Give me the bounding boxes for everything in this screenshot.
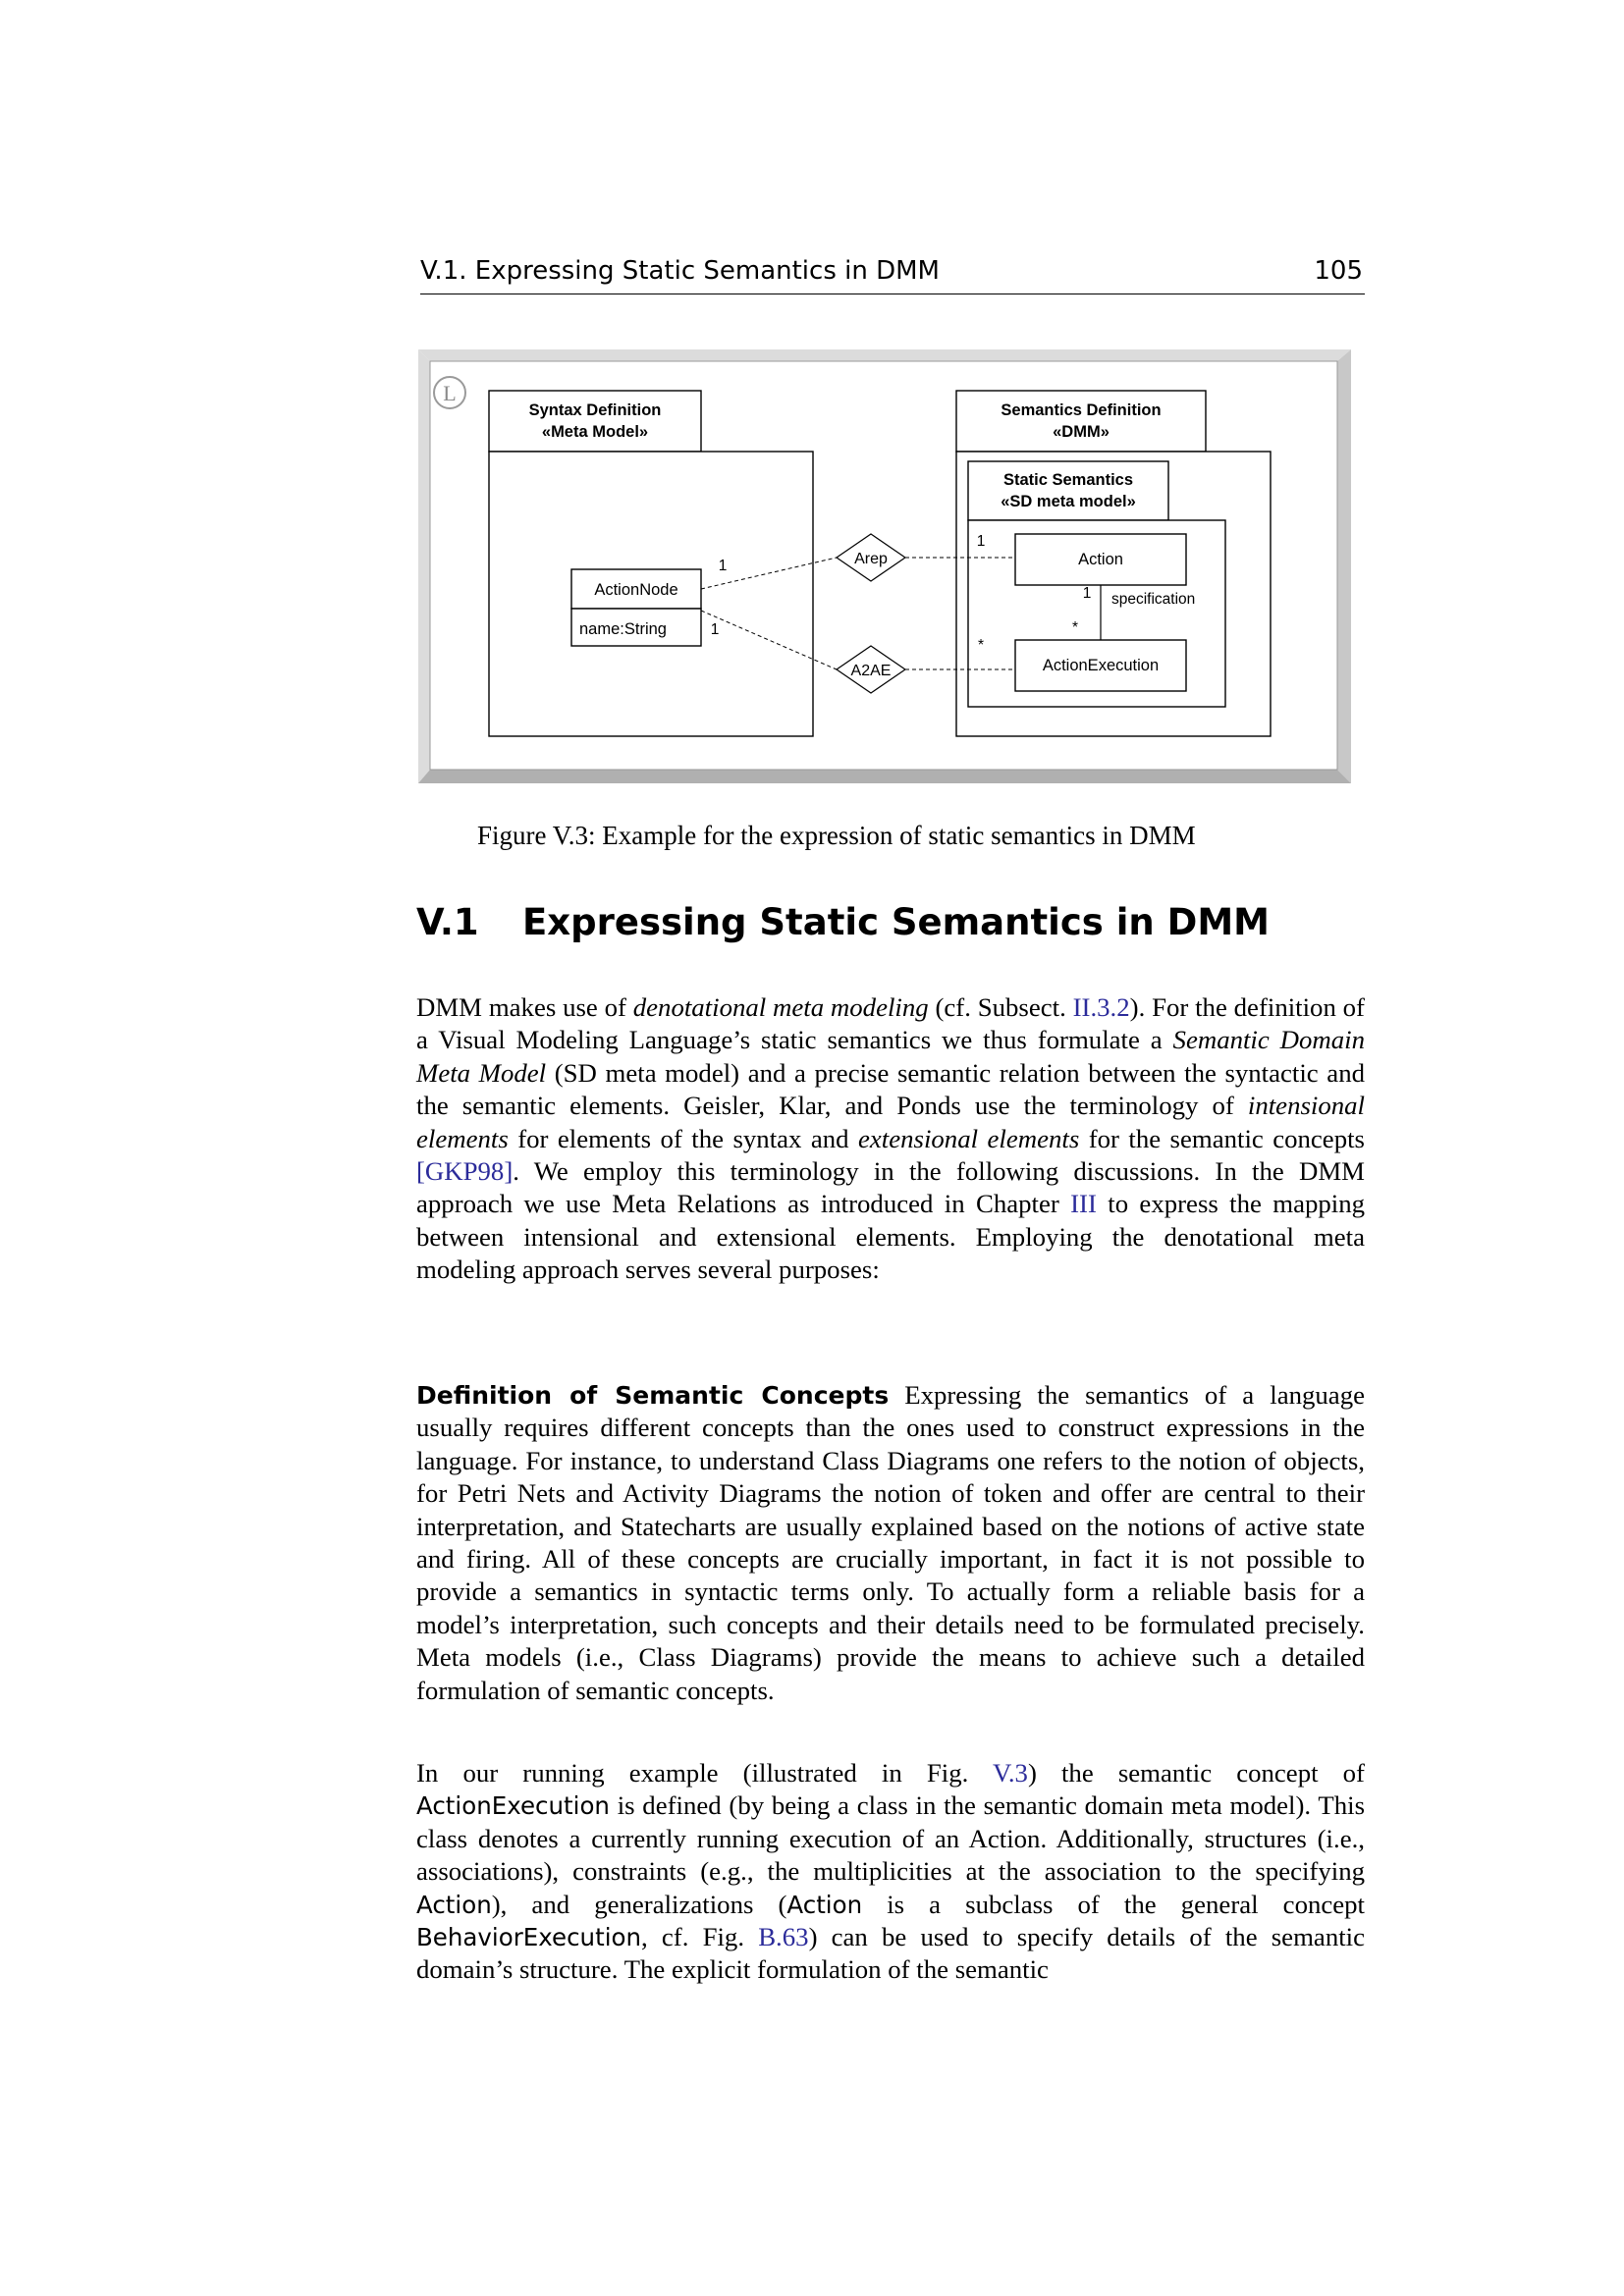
actionnode-class-name: ActionNode [594,581,678,599]
section-heading [416,901,1270,943]
text-run: DMM makes use of [416,992,633,1022]
page-number: 105 [1314,256,1363,286]
text-run: Expressing the semantics of a language usually requires different concepts than the ones used to construct expressions in the language. For instance, to understand Class Diagrams one refers to the notion of objects, for Petri Nets and Activity Diagrams the notion of token and offer are central to their interpretation, and Statecharts are usually explained based on the notions of active state and firing. All of these concepts are crucially important, in fact it is not possible to provide a semantics in syntactic terms only. To actually form a reliable basis for a model’s interpretation, such concepts and their details need to be formulated precisely. Meta models (i.e., Class Diagrams) provide the means to achieve such a detailed formulation of semantic concepts. [416,1380,1365,1705]
frame-left-bevel [418,349,430,783]
text-run: ) can be used to specify details of the semantic domain’s structure. The explicit formulation of the semantic [416,1922,1365,1985]
mult-a2ae-actionexecution: * [977,637,985,654]
static-package-stereotype: «SD meta model» [1001,493,1136,510]
actionexecution-class-name: ActionExecution [1042,657,1160,674]
section-title-text: Expressing Static Semantics in DMM [522,901,1270,943]
paragraph-running-example [416,1757,1365,1987]
text-run: , cf. Fig. [641,1922,759,1952]
text-run: . We employ this terminology in the following discussions. In the DMM approach we use Meta Relations as introduced in Chapter [416,1156,1365,1219]
emphasis: Semantic Domain Meta Model [416,1025,1366,1088]
emphasis: intensional elements [416,1091,1365,1153]
code-term: Action [786,1890,863,1919]
text-run: (cf. Subsect. [928,992,1073,1022]
mult-actionexecution-end: * [1071,619,1079,636]
syntax-package-name: Syntax Definition [528,401,662,419]
figure-diagram [418,349,1351,783]
a2ae-label: A2AE [850,663,892,679]
mult-actionnode-a2ae: 1 [710,621,720,638]
syntax-package-tab [489,391,701,452]
paragraph-semantic-concepts [416,1379,1365,1707]
running-header [420,254,1365,294]
figure-caption: Figure V.3: Example for the expression of static semantics in DMM [477,821,1196,850]
actionnode-class-attribute: name:String [579,620,667,638]
running-title: V.1. Expressing Static Semantics in DMM [420,256,940,286]
static-package-tab [968,461,1168,520]
run-in-heading: Definition of Semantic Concepts [416,1381,890,1410]
action-class-name: Action [1078,551,1123,568]
text-run: ). For the definition of a Visual Modeling Language’s static semantics we thus formulate a [416,992,1365,1055]
cross-reference-link[interactable]: V.3 [992,1758,1028,1788]
badge-letter: L [443,381,457,405]
text-run: In our running example (illustrated in Fig. [416,1758,993,1788]
frame-bottom-bevel [418,770,1351,783]
text-run: is a subclass of the general concept [862,1889,1365,1919]
mult-arep-action: 1 [976,533,986,550]
semantics-package-stereotype: «DMM» [1053,423,1110,441]
arep-label: Arep [854,551,888,567]
diagram-svg [418,349,1351,783]
syntax-package-stereotype: «Meta Model» [541,423,649,441]
text-run: for the semantic concepts [1079,1123,1365,1153]
frame-right-bevel [1337,349,1351,783]
cross-reference-link[interactable]: III [1070,1189,1097,1219]
semantics-package-tab [956,391,1206,452]
mult-action-end: 1 [1082,585,1092,602]
semantics-package-name: Semantics Definition [1001,401,1162,419]
text-run: for elements of the syntax and [508,1123,859,1153]
citation-link[interactable]: [GKP98] [416,1156,514,1187]
emphasis: denotational meta modeling [632,992,929,1022]
paragraph-intro [416,991,1365,1287]
text-run: ) the semantic concept of [1027,1758,1365,1788]
text-run: is defined (by being a class in the semantic domain meta model). This class denotes a currently running execution of an Action. Additionally, structures (i.e., associations), constraints (e.g., the multiplicities at the association to the specifying [416,1790,1365,1887]
frame-top-bevel [418,349,1351,361]
static-package-name: Static Semantics [1002,471,1134,489]
code-term: ActionExecution [416,1791,610,1821]
text-run: ), and generalizations ( [491,1889,787,1919]
text-run: (SD meta model) and a precise semantic relation between the syntactic and the semantic elements. Geisler, Klar, and Ponds use the terminology of [416,1057,1365,1121]
emphasis: extensional elements [858,1123,1080,1153]
section-number: V.1 [416,901,479,943]
cross-reference-link[interactable]: B.63 [758,1922,809,1952]
mult-actionnode-arep: 1 [718,558,728,574]
specification-role-label: specification [1111,591,1196,608]
code-term: Action [416,1890,492,1919]
cross-reference-link[interactable]: II.3.2 [1072,992,1130,1022]
code-term: BehaviorExecution [416,1923,642,1952]
text-run: to express the mapping between intensional and extensional elements. Employing the denotational meta modeling approach serves several purposes: [416,1189,1365,1285]
